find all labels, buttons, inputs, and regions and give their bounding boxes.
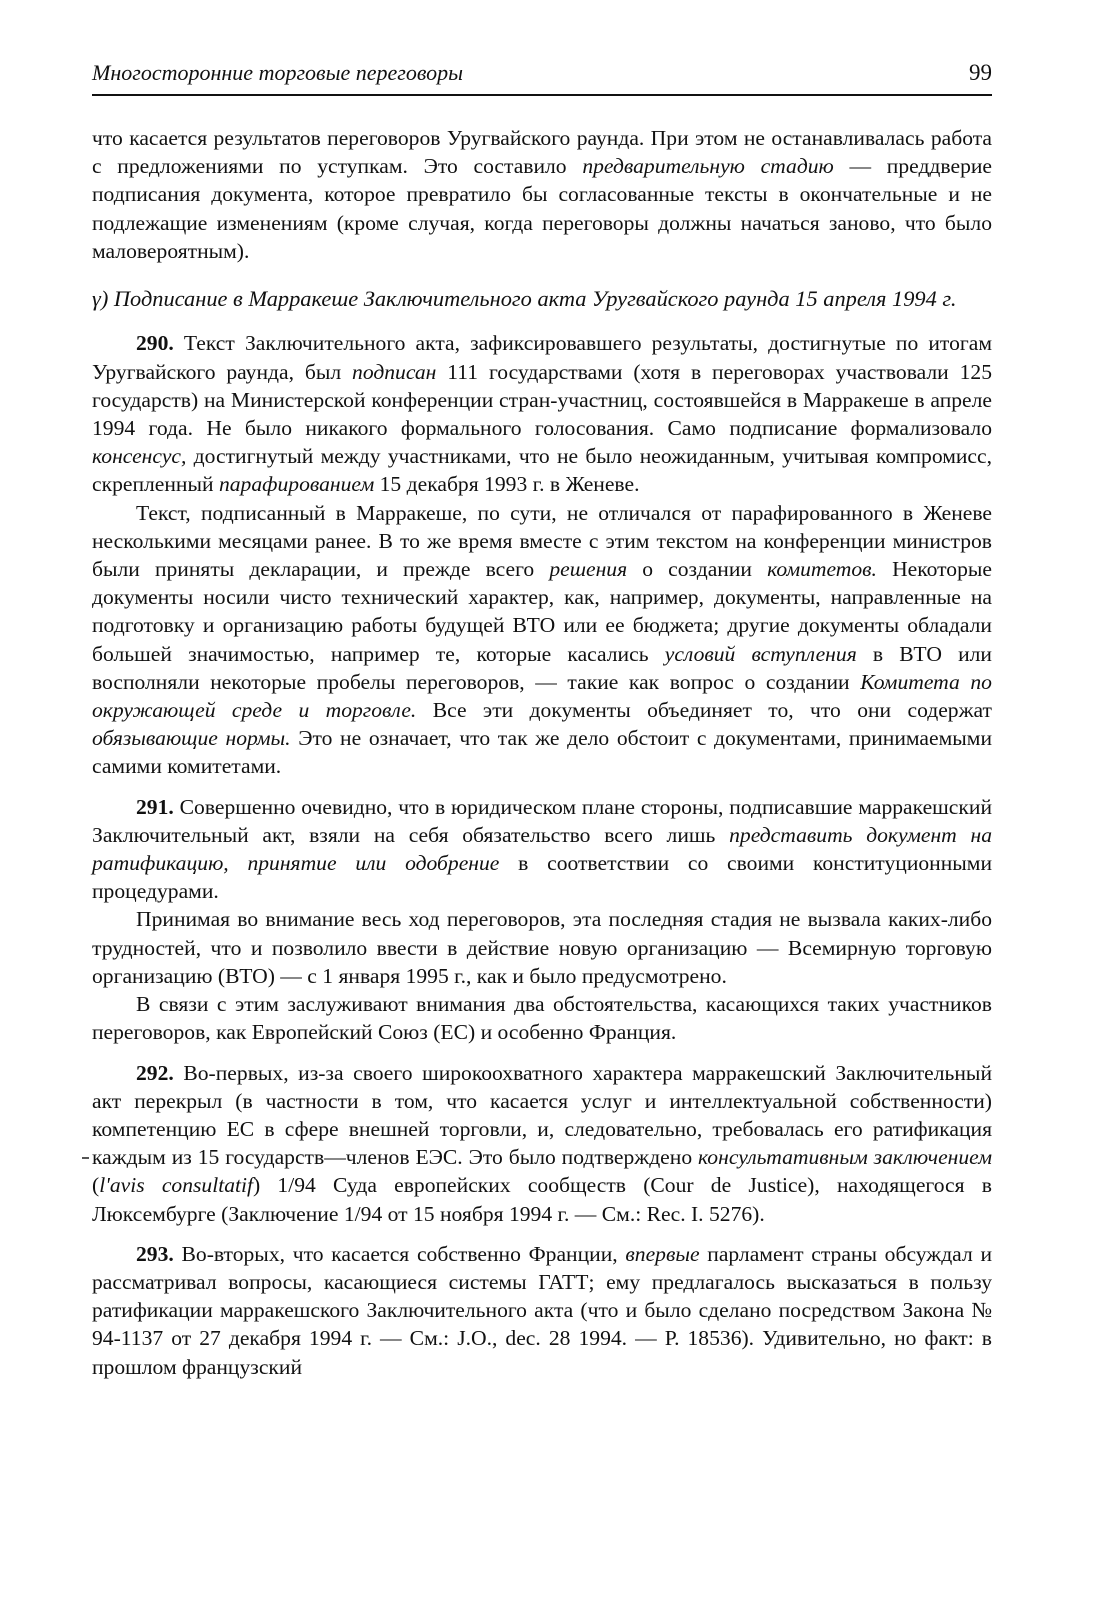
emphasis: обязывающие нормы.: [92, 726, 291, 751]
paragraph-291: 291. Совершенно очевидно, что в юридическом плане стороны, подписавшие марракешский Заключительный акт, взяли на себя обязательство всего лишь представить документ на ратификацию, принятие или одобрение в соответствии со своими конституционными процедурами.: [92, 794, 993, 904]
paragraph-number: 293.: [136, 1241, 174, 1266]
paragraph-290-continued: Текст, подписанный в Марракеше, по сути, не отличался от парафированного в Женеве несколькими месяцами ранее. В то же время вместе с этим текстом на конференции министров были приняты декларации, и прежде всего решения о создании комитетов. Некоторые документы носили чисто технический характер, как, например, документы, направленные на подготовку и организацию работы будущей ВТО или ее бюджета; другие документы обладали большей значимостью, например те, которые касались условий вступления в ВТО или восполняли некоторые пробелы переговоров, — такие как вопрос о создании Комитета по окружающей среде и торговле. Все эти документы объединяет то, что они содержат обязывающие нормы. Это не означает, что так же дело обстоит с документами, принимаемыми самими комитетами.: [92, 500, 992, 779]
emphasis: парафированием: [218, 472, 375, 497]
emphasis: комитетов.: [767, 557, 877, 582]
document-body: [92, 124, 992, 1381]
paragraph-291-continued: Принимая во внимание весь ход переговоров, эта последняя стадия не вызвала каких-либо трудностей, что и позволило ввести в действие новую организацию — Всемирную торговую организацию (ВТО) — с 1 января 1995 г., как и было предусмотрено.: [92, 907, 992, 988]
paragraph-292: 292. Во-первых, из-за своего широкоохватного характера марракешский Заключительный акт перекрыл (в частности в том, что касается услуг и интеллектуальной собственности) компетенцию ЕС в сфере внешней торговли, и, следовательно, требовалась его ратификация каждым из 15 государств—членов ЕЭС. Это было подтверждено консультативным заключением (l'avis consultatif) 1/94 Суда европейских сообществ (Cour de Justice), находящегося в Люксембурге (Заключение 1/94 от 15 ноября 1994 г. — См.: Rec. I. 5276).: [92, 1060, 992, 1226]
section-subheading: γ) Подписание в Марракеше Заключительного акта Уругвайского раунда 15 апреля 1994 г.: [92, 286, 957, 312]
emphasis: консенсус,: [92, 444, 187, 469]
emphasis: подписан: [352, 359, 437, 384]
paragraph-291-final: В связи с этим заслуживают внимания два обстоятельства, касающихся таких участников переговоров, как Европейский Союз (ЕС) и особенно Франция.: [92, 992, 992, 1045]
paragraph-293: 293. Во-вторых, что касается собственно Франции, впервые парламент страны обсуждал и рассматривал вопросы, касающиеся системы ГАТТ; ему предлагалось высказаться в пользу ратификации марракешского Заключительного акта (что и было сделано посредством Закона № 94-1137 от 27 декабря 1994 г. — См.: J.O., dec. 28 1994. — Р. 18536). Удивительно, но факт: в прошлом французский: [92, 1241, 993, 1379]
running-title: Многосторонние торговые переговоры: [92, 60, 464, 85]
emphasis: консультативным заключением: [698, 1145, 992, 1170]
emphasis: Комитета по окружающей среде и торговле.: [92, 669, 992, 723]
intro-paragraph: что касается результатов переговоров Уругвайского раунда. При этом не останавливалась работа с предложениями по уступкам. Это составило предварительную стадию — преддверие подписания документа, которое превратило бы согласованные тексты в окончательные и не подлежащие изменениям (кроме случая, когда переговоры должны начаться заново, что было маловероятным).: [92, 126, 993, 263]
emphasis: l'avis consultatif: [99, 1173, 253, 1198]
emphasis: условий вступления: [664, 641, 857, 666]
margin-mark: [82, 1157, 89, 1159]
running-header: [92, 60, 992, 96]
paragraph-290: 290. Текст Заключительного акта, зафиксировавшего результаты, достигнутые по итогам Уругвайского раунда, был подписан 111 государствами (хотя в переговорах участвовали 125 государств) на Министерской конференции стран-участниц, состоявшейся в Марракеше в апреле 1994 года. Не было никакого формального голосования. Само подписание формализовало консенсус, достигнутый между участниками, что не было неожиданным, учитывая компромисс, скрепленный парафированием 15 декабря 1993 г. в Женеве.: [92, 331, 992, 497]
emphasis: впервые: [625, 1241, 700, 1266]
emphasis: решения: [549, 557, 628, 582]
emphasis: представить документ на ратификацию, принятие или одобрение: [92, 822, 992, 876]
emphasis: предварительную стадию: [582, 154, 834, 179]
page-number: 99: [969, 60, 992, 85]
document-page: [92, 60, 992, 1381]
paragraph-number: 292.: [136, 1060, 174, 1085]
paragraph-number: 291.: [136, 794, 174, 819]
paragraph-number: 290.: [136, 331, 174, 356]
